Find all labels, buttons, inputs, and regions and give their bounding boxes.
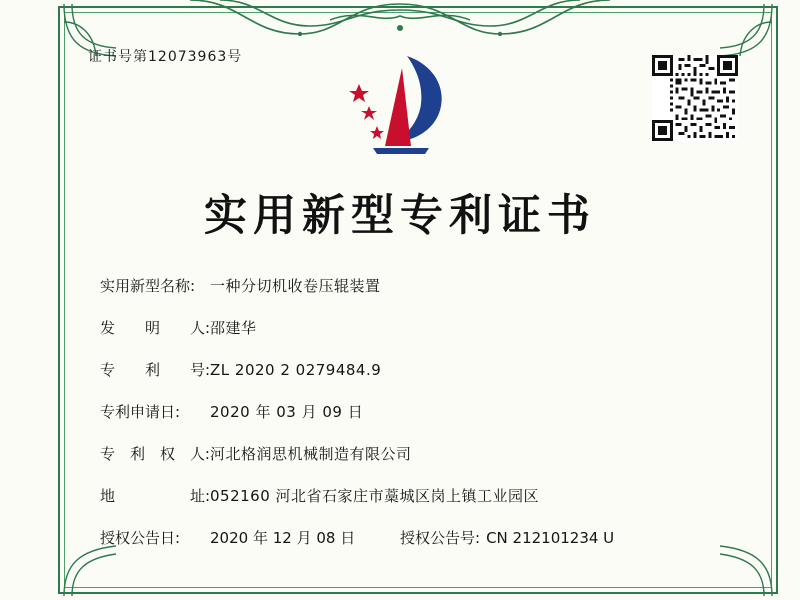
field-label-char: 号: [189, 361, 210, 379]
field-value: 一种分切机收卷压辊装置 [210, 277, 381, 295]
field-value: 2020 年 12 月 08 日 [210, 529, 356, 547]
grant-date-group [100, 527, 400, 548]
cnipa-logo-icon [345, 50, 455, 160]
field-value: 052160 河北省石家庄市藁城区岗上镇工业园区 [210, 487, 540, 505]
certificate-fields [100, 275, 710, 548]
page-title: 实用新型专利证书 [204, 191, 596, 241]
field-application-date [100, 401, 710, 422]
field-label-char: 发 [100, 319, 116, 337]
field-grant-announcement [100, 527, 710, 548]
field-inventor [100, 317, 710, 338]
field-patentee [100, 443, 710, 464]
field-label-char: 明 [144, 319, 160, 337]
certificate-number: 证书号第12073963号 [88, 49, 243, 65]
qr-code [652, 55, 738, 141]
field-label-char: 址: [189, 487, 210, 505]
field-label-char: 人: [189, 445, 210, 463]
field-label-char: 权 [159, 445, 175, 463]
field-label-char: 专 [100, 361, 116, 379]
grant-number-group [400, 527, 614, 548]
field-label-char: 专 [100, 445, 116, 463]
field-utility-model-name [100, 275, 710, 296]
field-value: 2020 年 03 月 09 日 [210, 403, 364, 421]
field-value: 邵建华 [210, 319, 257, 337]
field-value: 河北格润思机械制造有限公司 [210, 445, 412, 463]
field-label [100, 443, 210, 464]
field-label-char: 利 [144, 361, 160, 379]
field-label [100, 359, 210, 380]
field-label: 实用新型名称: [100, 277, 196, 295]
field-label-char: 人: [189, 319, 210, 337]
field-label-char: 地 [100, 487, 116, 505]
field-label-char: 利 [129, 445, 145, 463]
field-patent-number [100, 359, 710, 380]
field-value: CN 212101234 U [486, 529, 615, 547]
field-label: 授权公告日: [100, 529, 181, 547]
field-label [100, 317, 210, 338]
field-label [100, 485, 210, 506]
field-address [100, 485, 710, 506]
field-value: ZL 2020 2 0279484.9 [210, 361, 382, 379]
field-label: 专利申请日: [100, 403, 181, 421]
field-label: 授权公告号: [400, 529, 481, 547]
